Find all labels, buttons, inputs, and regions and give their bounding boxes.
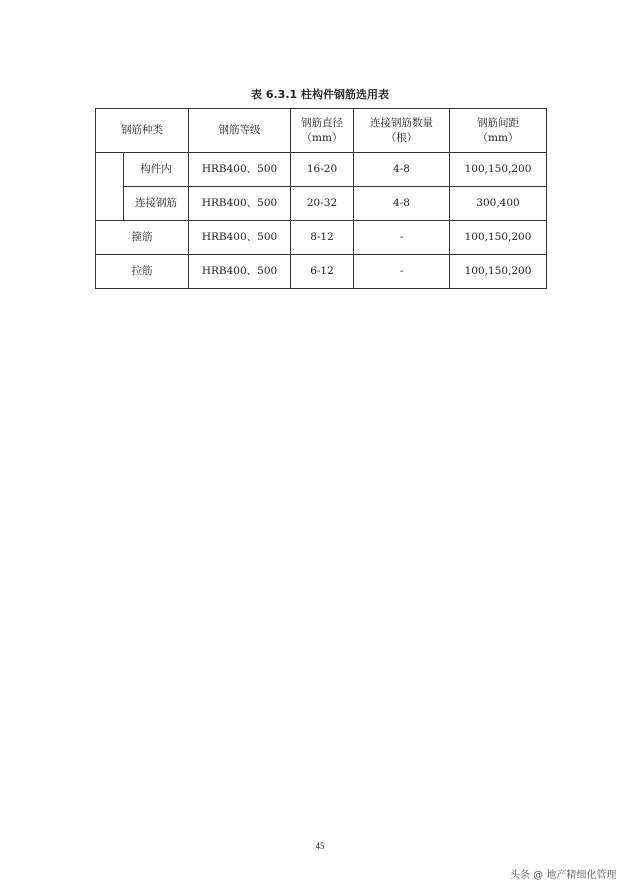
- watermark: 头条 @ 地产精细化管理: [510, 870, 617, 881]
- header-rebar-grade: 钢筋等级: [189, 109, 291, 153]
- cell-type: 箍筋: [96, 221, 189, 255]
- table-row: [96, 153, 547, 187]
- cell-diameter: 16-20: [291, 153, 354, 187]
- header-diameter-label: 钢筋直径: [301, 116, 343, 129]
- header-spacing-unit: （mm）: [477, 131, 519, 144]
- table-row: [96, 187, 547, 221]
- page-number: 45: [315, 841, 325, 851]
- cell-count: -: [354, 221, 450, 255]
- cell-count: -: [354, 255, 450, 289]
- longitudinal-rebar-group-label: [96, 153, 124, 221]
- cell-grade: HRB400、500: [189, 187, 291, 221]
- cell-spacing: 100,150,200: [450, 221, 547, 255]
- cell-spacing: 300,400: [450, 187, 547, 221]
- cell-diameter: 8-12: [291, 221, 354, 255]
- table-row: [96, 221, 547, 255]
- cell-type: 构件内: [124, 153, 189, 187]
- header-connection-count: [354, 109, 450, 153]
- cell-count: 4-8: [354, 187, 450, 221]
- cell-type: 连接钢筋: [124, 187, 189, 221]
- cell-grade: HRB400、500: [189, 255, 291, 289]
- cell-diameter: 6-12: [291, 255, 354, 289]
- header-spacing-label: 钢筋间距: [477, 116, 519, 129]
- cell-count: 4-8: [354, 153, 450, 187]
- table-header-row: [96, 109, 547, 153]
- cell-grade: HRB400、500: [189, 221, 291, 255]
- header-diameter-unit: （mm）: [301, 131, 343, 144]
- header-rebar-type: 钢筋种类: [96, 109, 189, 153]
- rebar-selection-table: [95, 108, 547, 289]
- header-count-unit: （根）: [385, 131, 418, 144]
- cell-grade: HRB400、500: [189, 153, 291, 187]
- cell-spacing: 100,150,200: [450, 153, 547, 187]
- cell-spacing: 100,150,200: [450, 255, 547, 289]
- header-rebar-spacing: [450, 109, 547, 153]
- cell-diameter: 20-32: [291, 187, 354, 221]
- table-title: 表 6.3.1 柱构件钢筋选用表: [251, 88, 389, 101]
- table-row: [96, 255, 547, 289]
- header-rebar-diameter: [291, 109, 354, 153]
- header-count-label: 连接钢筋数量: [370, 116, 433, 129]
- cell-type: 拉筋: [96, 255, 189, 289]
